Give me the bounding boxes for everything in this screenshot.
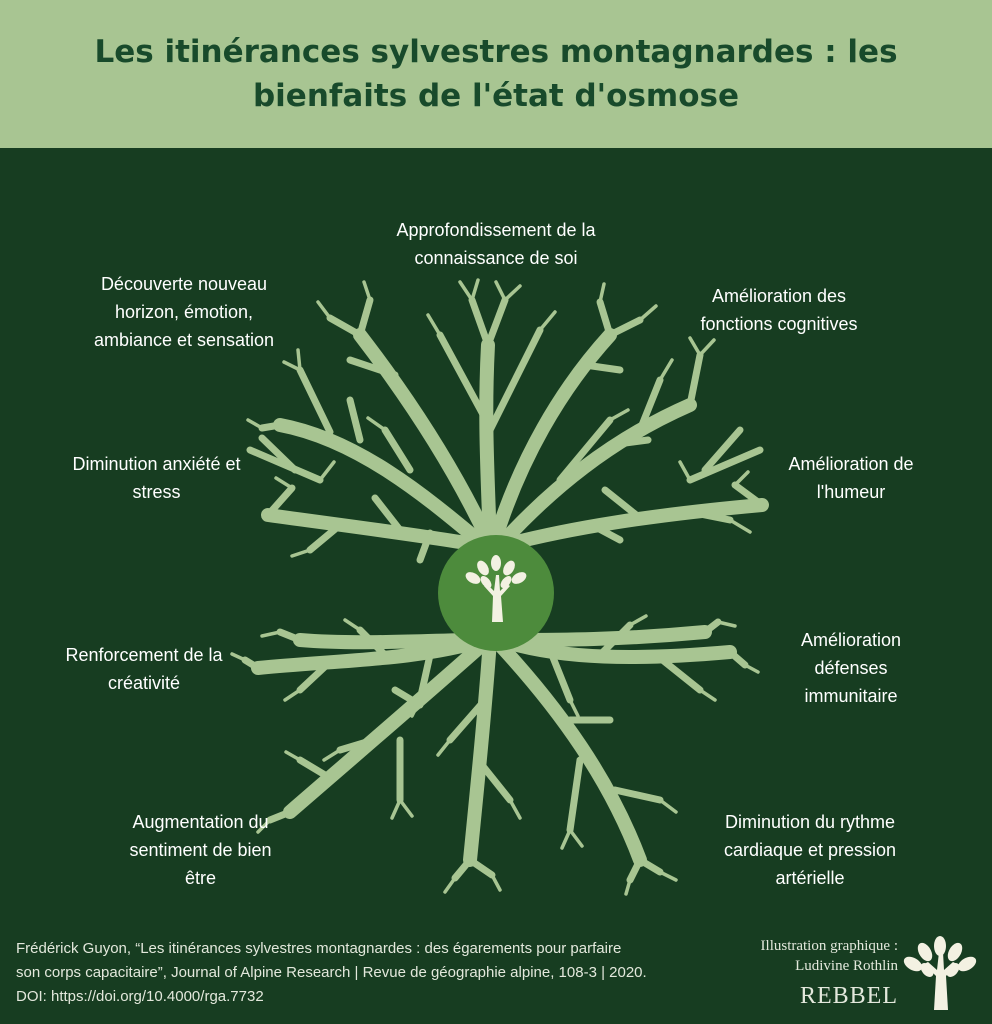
benefit-new-horizon: Découverte nouveau horizon, émotion, ambiance et sensation xyxy=(93,274,275,350)
benefit-cognitive-functions: Amélioration des fonctions cognitives xyxy=(700,286,858,334)
lower-roots xyxy=(232,616,758,894)
citation xyxy=(16,937,716,1009)
benefit-self-knowledge: Approfondissement de la connaissance de soi xyxy=(396,220,596,268)
benefit-immune-defenses: Amélioration défenses immunitaire xyxy=(800,630,902,706)
credit-author: Ludivine Rothlin xyxy=(795,958,898,974)
benefit-mood: Amélioration de l'humeur xyxy=(788,454,914,502)
citation-doi: DOI: https://doi.org/10.4000/rga.7732 xyxy=(16,988,264,1005)
citation-line-1: Frédérick Guyon, “Les itinérances sylvestres montagnardes : des égarements pour parfaire xyxy=(16,940,622,957)
page-title: Les itinérances sylvestres montagnardes : les bienfaits de l'état d'osmose xyxy=(94,34,898,114)
benefit-anxiety-stress: Diminution anxiété et stress xyxy=(72,454,241,502)
header-banner xyxy=(0,0,992,148)
benefit-heart-rate: Diminution du rythme cardiaque et pression artérielle xyxy=(723,812,897,888)
citation-line-2: son corps capacitaire”, Journal of Alpine Research | Revue de géographie alpine, 108-3 | 2020. xyxy=(16,964,647,981)
benefit-well-being: Augmentation du sentiment de bien être xyxy=(129,812,272,888)
credit-label: Illustration graphique : xyxy=(760,938,898,954)
benefit-creativity: Renforcement de la créativité xyxy=(65,645,223,693)
brand-name: REBBEL xyxy=(799,983,898,1009)
tree-logo-icon xyxy=(900,934,980,1014)
illustration-credit xyxy=(700,936,898,976)
